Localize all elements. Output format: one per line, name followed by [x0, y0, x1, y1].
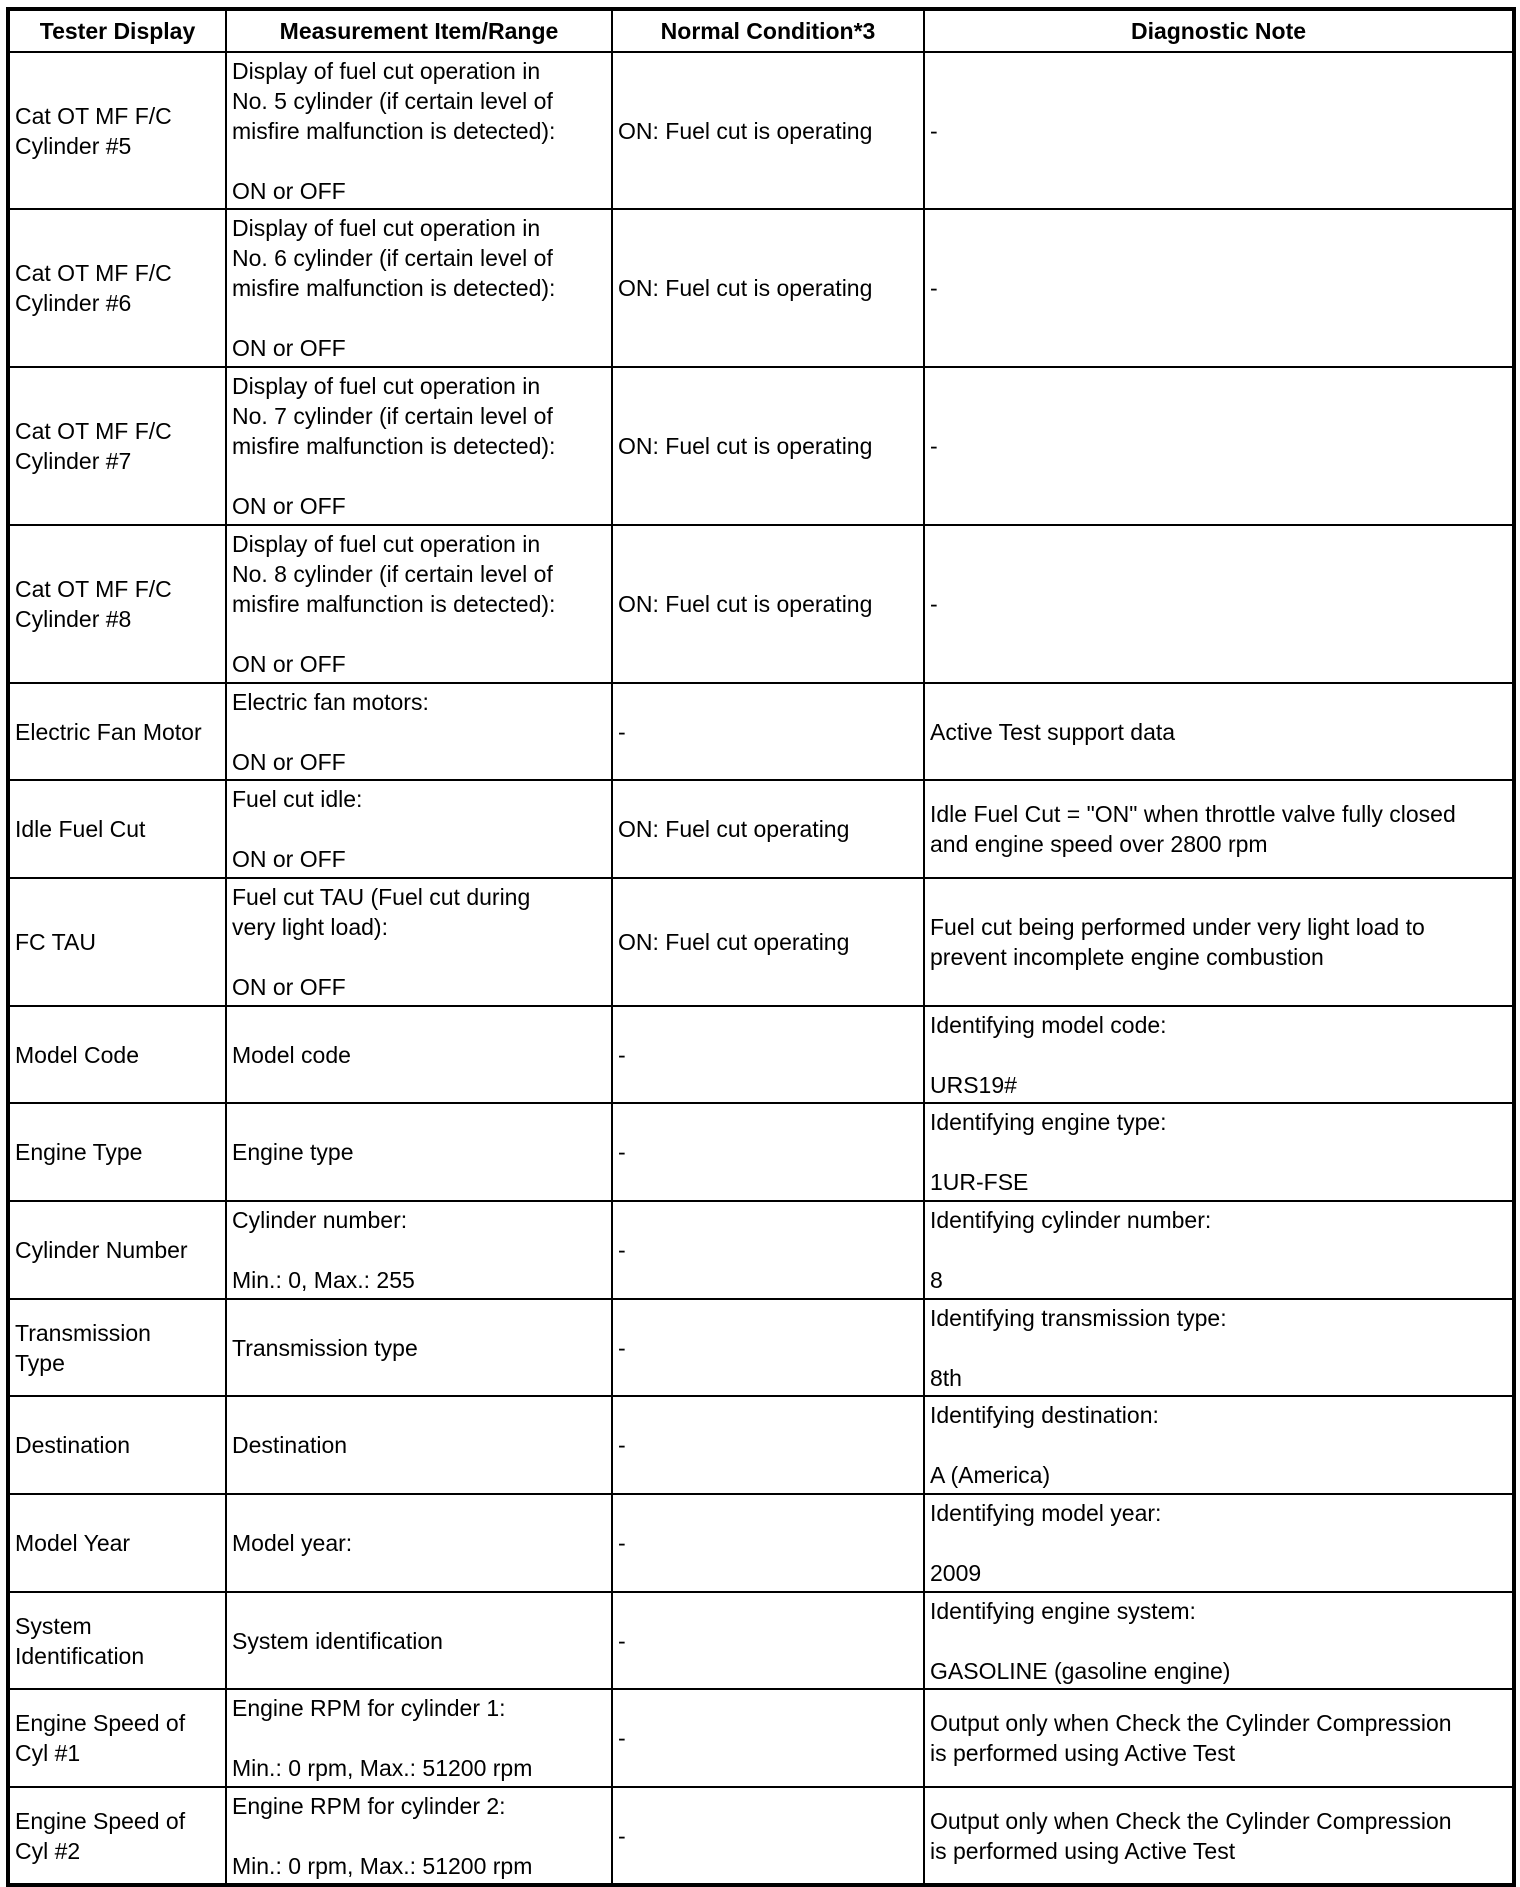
diagnostic-note-cell: Identifying destination: A (America): [924, 1396, 1514, 1494]
measurement-item-cell: Electric fan motors: ON or OFF: [226, 683, 612, 780]
normal-condition-cell: -: [612, 1103, 924, 1201]
header-normal-condition: Normal Condition*3: [612, 9, 924, 52]
table-row: [8, 1299, 1514, 1396]
normal-condition-cell: ON: Fuel cut operating: [612, 878, 924, 1006]
header-measurement-item: Measurement Item/Range: [226, 9, 612, 52]
diagnostic-note-cell: -: [924, 52, 1514, 209]
tester-display-cell: Engine Type: [8, 1103, 226, 1201]
table-row: [8, 367, 1514, 525]
table-row: [8, 1689, 1514, 1787]
measurement-item-cell: System identification: [226, 1592, 612, 1689]
diagnostic-note-cell: -: [924, 209, 1514, 367]
table-row: [8, 1006, 1514, 1103]
measurement-item-cell: Transmission type: [226, 1299, 612, 1396]
table-row: [8, 1201, 1514, 1299]
diagnostic-note-cell: -: [924, 367, 1514, 525]
normal-condition-cell: ON: Fuel cut is operating: [612, 525, 924, 683]
normal-condition-cell: -: [612, 1494, 924, 1592]
tester-display-cell: System Identification: [8, 1592, 226, 1689]
tester-display-cell: Cat OT MF F/C Cylinder #5: [8, 52, 226, 209]
measurement-item-cell: Destination: [226, 1396, 612, 1494]
measurement-item-cell: Display of fuel cut operation in No. 8 cylinder (if certain level of misfire malfunction is detected): ON or OFF: [226, 525, 612, 683]
header-diagnostic-note: Diagnostic Note: [924, 9, 1514, 52]
normal-condition-cell: -: [612, 1396, 924, 1494]
table-row: [8, 52, 1514, 209]
diagnostic-note-cell: Output only when Check the Cylinder Compression is performed using Active Test: [924, 1787, 1514, 1885]
table-row: [8, 1103, 1514, 1201]
diagnostic-note-cell: Identifying transmission type: 8th: [924, 1299, 1514, 1396]
tester-display-cell: Destination: [8, 1396, 226, 1494]
tester-display-cell: Cylinder Number: [8, 1201, 226, 1299]
normal-condition-cell: ON: Fuel cut operating: [612, 780, 924, 878]
table-row: [8, 1494, 1514, 1592]
table-row: [8, 683, 1514, 780]
diagnostic-note-cell: -: [924, 525, 1514, 683]
header-row: [8, 9, 1514, 52]
tester-display-cell: Cat OT MF F/C Cylinder #7: [8, 367, 226, 525]
measurement-item-cell: Display of fuel cut operation in No. 7 cylinder (if certain level of misfire malfunction is detected): ON or OFF: [226, 367, 612, 525]
normal-condition-cell: -: [612, 1006, 924, 1103]
tester-display-cell: Engine Speed of Cyl #2: [8, 1787, 226, 1885]
tester-display-cell: Engine Speed of Cyl #1: [8, 1689, 226, 1787]
measurement-item-cell: Engine RPM for cylinder 1: Min.: 0 rpm, Max.: 51200 rpm: [226, 1689, 612, 1787]
diagnostic-note-cell: Active Test support data: [924, 683, 1514, 780]
tester-display-cell: Transmission Type: [8, 1299, 226, 1396]
diagnostic-note-cell: Idle Fuel Cut = "ON" when throttle valve fully closed and engine speed over 2800 rpm: [924, 780, 1514, 878]
diagnostic-note-cell: Identifying model year: 2009: [924, 1494, 1514, 1592]
normal-condition-cell: ON: Fuel cut is operating: [612, 209, 924, 367]
normal-condition-cell: -: [612, 1689, 924, 1787]
diagnostic-note-cell: Identifying engine type: 1UR-FSE: [924, 1103, 1514, 1201]
measurement-item-cell: Engine RPM for cylinder 2: Min.: 0 rpm, Max.: 51200 rpm: [226, 1787, 612, 1885]
normal-condition-cell: -: [612, 1201, 924, 1299]
table-row: [8, 1787, 1514, 1885]
table-row: [8, 1592, 1514, 1689]
normal-condition-cell: -: [612, 1592, 924, 1689]
normal-condition-cell: ON: Fuel cut is operating: [612, 367, 924, 525]
normal-condition-cell: -: [612, 1787, 924, 1885]
measurement-item-cell: Model year:: [226, 1494, 612, 1592]
diagnostic-note-cell: Identifying engine system: GASOLINE (gasoline engine): [924, 1592, 1514, 1689]
tester-display-cell: Model Code: [8, 1006, 226, 1103]
header-tester-display: Tester Display: [8, 9, 226, 52]
tester-display-cell: Cat OT MF F/C Cylinder #8: [8, 525, 226, 683]
normal-condition-cell: -: [612, 1299, 924, 1396]
table-row: [8, 525, 1514, 683]
measurement-item-cell: Cylinder number: Min.: 0, Max.: 255: [226, 1201, 612, 1299]
tester-display-cell: FC TAU: [8, 878, 226, 1006]
diagnostic-note-cell: Fuel cut being performed under very light load to prevent incomplete engine combustion: [924, 878, 1514, 1006]
measurement-item-cell: Fuel cut idle: ON or OFF: [226, 780, 612, 878]
measurement-item-cell: Display of fuel cut operation in No. 5 cylinder (if certain level of misfire malfunction is detected): ON or OFF: [226, 52, 612, 209]
diagnostic-note-cell: Identifying cylinder number: 8: [924, 1201, 1514, 1299]
normal-condition-cell: -: [612, 683, 924, 780]
measurement-item-cell: Fuel cut TAU (Fuel cut during very light load): ON or OFF: [226, 878, 612, 1006]
table-row: [8, 1396, 1514, 1494]
table-body: [8, 52, 1514, 1885]
measurement-item-cell: Display of fuel cut operation in No. 6 cylinder (if certain level of misfire malfunction is detected): ON or OFF: [226, 209, 612, 367]
tester-display-cell: Idle Fuel Cut: [8, 780, 226, 878]
measurement-item-cell: Model code: [226, 1006, 612, 1103]
table-row: [8, 780, 1514, 878]
table-row: [8, 209, 1514, 367]
tester-display-cell: Cat OT MF F/C Cylinder #6: [8, 209, 226, 367]
normal-condition-cell: ON: Fuel cut is operating: [612, 52, 924, 209]
diagnostic-note-cell: Identifying model code: URS19#: [924, 1006, 1514, 1103]
table-header: [8, 9, 1514, 52]
diagnostic-data-table: [6, 7, 1516, 1887]
tester-display-cell: Model Year: [8, 1494, 226, 1592]
table-row: [8, 878, 1514, 1006]
measurement-item-cell: Engine type: [226, 1103, 612, 1201]
tester-display-cell: Electric Fan Motor: [8, 683, 226, 780]
diagnostic-note-cell: Output only when Check the Cylinder Compression is performed using Active Test: [924, 1689, 1514, 1787]
